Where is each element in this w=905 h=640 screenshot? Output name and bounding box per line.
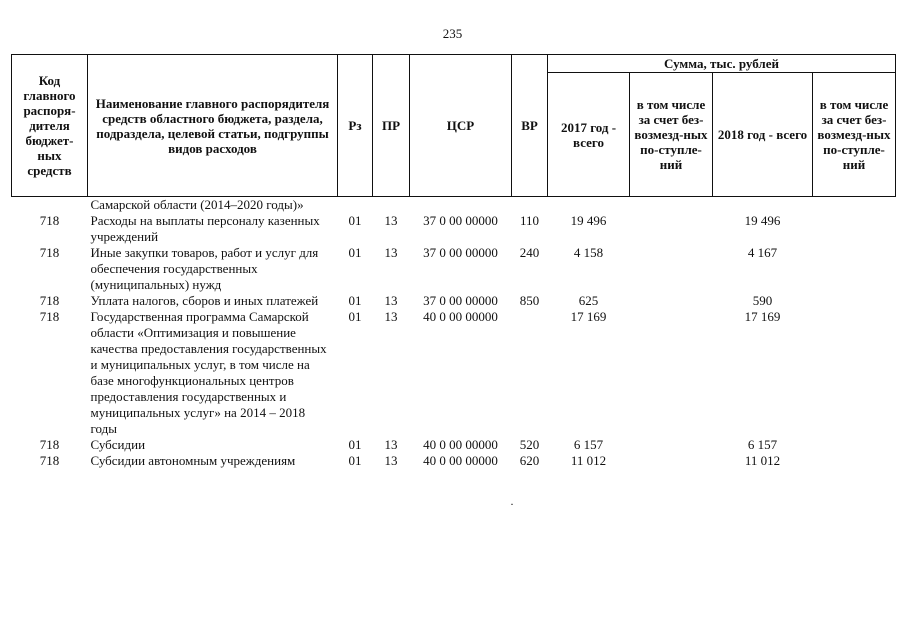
cell-vr: 620 bbox=[519, 453, 540, 468]
header-rz: Рз bbox=[338, 55, 373, 197]
cell-code: 718 bbox=[39, 453, 60, 468]
cell-csr: 37 0 00 00000 bbox=[423, 293, 498, 308]
cell-vr: 520 bbox=[519, 437, 540, 452]
cell-2018-free bbox=[813, 309, 896, 437]
cell-2017: 4 158 bbox=[573, 245, 604, 260]
cell-2017-free bbox=[630, 245, 713, 293]
cell-rz: 01 bbox=[348, 245, 362, 260]
table-row bbox=[12, 437, 896, 453]
cell-2017: 6 157 bbox=[573, 437, 604, 452]
cell-2017 bbox=[548, 197, 630, 214]
cell-2018-free bbox=[813, 245, 896, 293]
cell-vr: 110 bbox=[519, 213, 540, 228]
header-name: Наименование главного распорядителя средств областного бюджета, раздела, подраздела, целевой статьи, подгруппы видов расходов bbox=[88, 55, 338, 197]
cell-2017-free bbox=[630, 293, 713, 309]
cell-name: Самарской области (2014–2020 годы)» bbox=[90, 197, 304, 212]
table-row bbox=[12, 453, 896, 469]
cell-rz: 01 bbox=[348, 293, 362, 308]
cell-2018-free bbox=[813, 453, 896, 469]
page-number: 235 bbox=[442, 26, 463, 41]
cell-2018: 6 157 bbox=[747, 437, 778, 452]
cell-csr: 40 0 00 00000 bbox=[423, 437, 498, 452]
cell-pr: 13 bbox=[384, 245, 398, 260]
cell-2017: 11 012 bbox=[570, 453, 607, 468]
cell-rz: 01 bbox=[348, 437, 362, 452]
cell-2017-free bbox=[630, 309, 713, 437]
table-header-row-top bbox=[12, 55, 896, 73]
cell-rz: 01 bbox=[348, 309, 362, 324]
header-csr: ЦСР bbox=[410, 55, 512, 197]
cell-2017-free bbox=[630, 197, 713, 214]
cell-vr: 240 bbox=[519, 245, 540, 260]
cell-2018: 11 012 bbox=[744, 453, 781, 468]
cell-csr bbox=[410, 197, 512, 214]
header-pr: ПР bbox=[373, 55, 410, 197]
cell-2018-free bbox=[813, 213, 896, 245]
cell-code: 718 bbox=[39, 437, 60, 452]
cell-2017-free bbox=[630, 213, 713, 245]
cell-pr bbox=[373, 197, 410, 214]
cell-csr: 37 0 00 00000 bbox=[423, 213, 498, 228]
table-row bbox=[12, 213, 896, 245]
cell-code bbox=[12, 197, 88, 214]
header-code: Код главного распоря-дителя бюджет-ных средств bbox=[12, 55, 88, 197]
cell-2018-free bbox=[813, 293, 896, 309]
cell-name: Государственная программа Самарской области «Оптимизация и повышение качества предоставления государственных и муниципальных услуг, в том числе на базе многофункциональных центров предоставления государственных и муниципальных услуг» на 2014 – 2018 годы bbox=[90, 309, 327, 436]
cell-rz: 01 bbox=[348, 453, 362, 468]
cell-2018: 17 169 bbox=[744, 309, 781, 324]
cell-name: Расходы на выплаты персоналу казенных учреждений bbox=[90, 213, 320, 244]
cell-2017-free bbox=[630, 437, 713, 453]
cell-csr: 40 0 00 00000 bbox=[423, 453, 498, 468]
cell-2017: 19 496 bbox=[570, 213, 607, 228]
cell-pr: 13 bbox=[384, 453, 398, 468]
cell-csr: 40 0 00 00000 bbox=[423, 309, 498, 324]
header-2018-free: в том числе за счет без-возмезд-ных по-ступле-ний bbox=[813, 73, 896, 197]
cell-pr: 13 bbox=[384, 293, 398, 308]
cell-2017: 17 169 bbox=[570, 309, 607, 324]
cell-code: 718 bbox=[39, 213, 60, 228]
cell-pr: 13 bbox=[384, 437, 398, 452]
cell-rz: 01 bbox=[348, 213, 362, 228]
cell-name: Субсидии автономным учреждениям bbox=[90, 453, 296, 468]
cell-2017-free bbox=[630, 453, 713, 469]
header-sum: Сумма, тыс. рублей bbox=[548, 55, 896, 73]
cell-2018-free bbox=[813, 197, 896, 214]
cell-vr: 850 bbox=[519, 293, 540, 308]
table-row bbox=[12, 309, 896, 437]
header-2017-total: 2017 год - всего bbox=[548, 73, 630, 197]
table-row bbox=[12, 197, 896, 214]
cell-pr: 13 bbox=[384, 213, 398, 228]
cell-name: Уплата налогов, сборов и иных платежей bbox=[90, 293, 319, 308]
table-row bbox=[12, 245, 896, 293]
cell-code: 718 bbox=[39, 293, 60, 308]
header-2018-total: 2018 год - всего bbox=[713, 73, 813, 197]
cell-name: Субсидии bbox=[90, 437, 146, 452]
cell-2018: 19 496 bbox=[744, 213, 781, 228]
cell-vr bbox=[512, 197, 548, 214]
cell-name: Иные закупки товаров, работ и услуг для обеспечения государственных (муниципальных) нужд bbox=[90, 245, 319, 292]
cell-csr: 37 0 00 00000 bbox=[423, 245, 498, 260]
cell-pr: 13 bbox=[384, 309, 398, 324]
cell-rz bbox=[338, 197, 373, 214]
header-vr: ВР bbox=[512, 55, 548, 197]
cell-2018: 4 167 bbox=[747, 245, 778, 260]
cell-2018-free bbox=[813, 437, 896, 453]
cell-2018 bbox=[713, 197, 813, 214]
table-row bbox=[12, 293, 896, 309]
header-2017-free: в том числе за счет без-возмезд-ных по-ступле-ний bbox=[630, 73, 713, 197]
cell-2017: 625 bbox=[578, 293, 599, 308]
budget-table bbox=[11, 54, 896, 469]
cell-2018: 590 bbox=[752, 293, 773, 308]
cell-code: 718 bbox=[39, 309, 60, 324]
cell-vr bbox=[512, 309, 548, 437]
cell-code: 718 bbox=[39, 245, 60, 260]
scan-speck: · bbox=[510, 497, 514, 511]
